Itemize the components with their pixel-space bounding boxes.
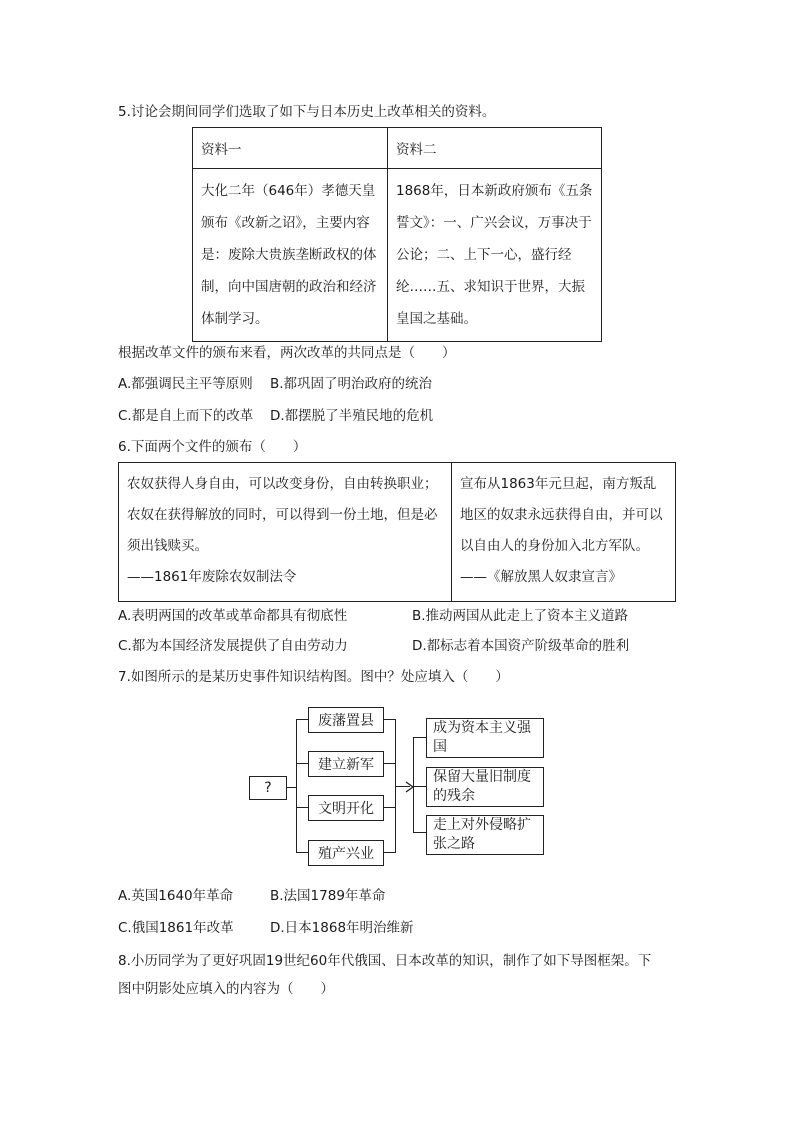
- q5-table: [192, 127, 602, 342]
- diagram-measure-2: 建立新军: [308, 751, 384, 777]
- q6-option-a[interactable]: A.表明两国的改革或革命都具有彻底性: [118, 608, 348, 624]
- q7-option-c[interactable]: C.俄国1861年改革: [118, 920, 234, 936]
- q8-stem-line-2: 图中阴影处应填入的内容为（ ）: [118, 981, 334, 997]
- q6-left-source: ——1861年废除农奴制法令: [127, 569, 297, 585]
- q6-option-b[interactable]: B.推动两国从此走上了资本主义道路: [412, 608, 629, 624]
- q5-material-1: 大化二年（646年）孝德天皇颁布《改新之诏》，主要内容是：废除大贵族垄断政权的体制，向中国唐朝的政治和经济体制学习。: [193, 169, 388, 342]
- q6-right-text: 宣布从1863年元旦起，南方叛乱地区的奴隶永远获得自由，并可以以自由人的身份加入北方军队。: [460, 476, 663, 554]
- q7-option-d[interactable]: D.日本1868年明治维新: [270, 920, 414, 936]
- diagram-measure-4: 殖产兴业: [308, 840, 384, 866]
- q5-option-b[interactable]: B.都巩固了明治政府的统治: [270, 376, 433, 392]
- q5-question: 根据改革文件的颁布来看，两次改革的共同点是（ ）: [118, 345, 456, 361]
- q7-option-a[interactable]: A.英国1640年革命: [118, 888, 234, 904]
- q6-stem: 6.下面两个文件的颁布（ ）: [118, 439, 307, 455]
- q6-option-d[interactable]: D.都标志着本国资产阶级革命的胜利: [412, 638, 630, 654]
- q6-right-source: ——《解放黑人奴隶宣言》: [460, 569, 622, 585]
- q7-stem: 7.如图所示的是某历史事件知识结构图。图中？处应填入（ ）: [118, 669, 509, 685]
- diagram-result-2: 保留大量旧制度的残余: [426, 767, 544, 807]
- diagram-measure-3: 文明开化: [308, 795, 384, 821]
- q7-option-b[interactable]: B.法国1789年革命: [270, 888, 386, 904]
- diagram-result-3: 走上对外侵略扩张之路: [426, 815, 544, 855]
- q6-left-cell: [119, 463, 452, 602]
- q6-right-cell: [452, 463, 676, 602]
- q5-material-2: 1868年，日本新政府颁布《五条誓文》：一、广兴会议，万事决于公论；二、上下一心，盛行经纶……五、求知识于世界，大振皇国之基础。: [388, 169, 602, 342]
- q5-option-d[interactable]: D.都摆脱了半殖民地的危机: [270, 408, 434, 424]
- diagram-measure-1: 废藩置县: [308, 707, 384, 733]
- q5-option-a[interactable]: A.都强调民主平等原则: [118, 376, 253, 392]
- q5-stem: 5.讨论会期间同学们选取了如下与日本历史上改革相关的资料。: [118, 104, 496, 120]
- q5-header-1: 资料一: [193, 128, 388, 169]
- q6-table: [118, 462, 676, 602]
- q6-left-text: 农奴获得人身自由，可以改变身份，自由转换职业；农奴在获得解放的同时，可以得到一份土地，但是必须出钱赎买。: [127, 476, 438, 554]
- diagram-result-1: 成为资本主义强国: [426, 718, 544, 758]
- q6-option-c[interactable]: C.都为本国经济发展提供了自由劳动力: [118, 638, 348, 654]
- diagram-root-box: ?: [249, 776, 287, 800]
- q5-header-2: 资料二: [388, 128, 602, 169]
- q8-stem-line-1: 8.小历同学为了更好巩固19世纪60年代俄国、日本改革的知识，制作了如下导图框架。下: [118, 953, 652, 969]
- q5-option-c[interactable]: C.都是自上而下的改革: [118, 408, 254, 424]
